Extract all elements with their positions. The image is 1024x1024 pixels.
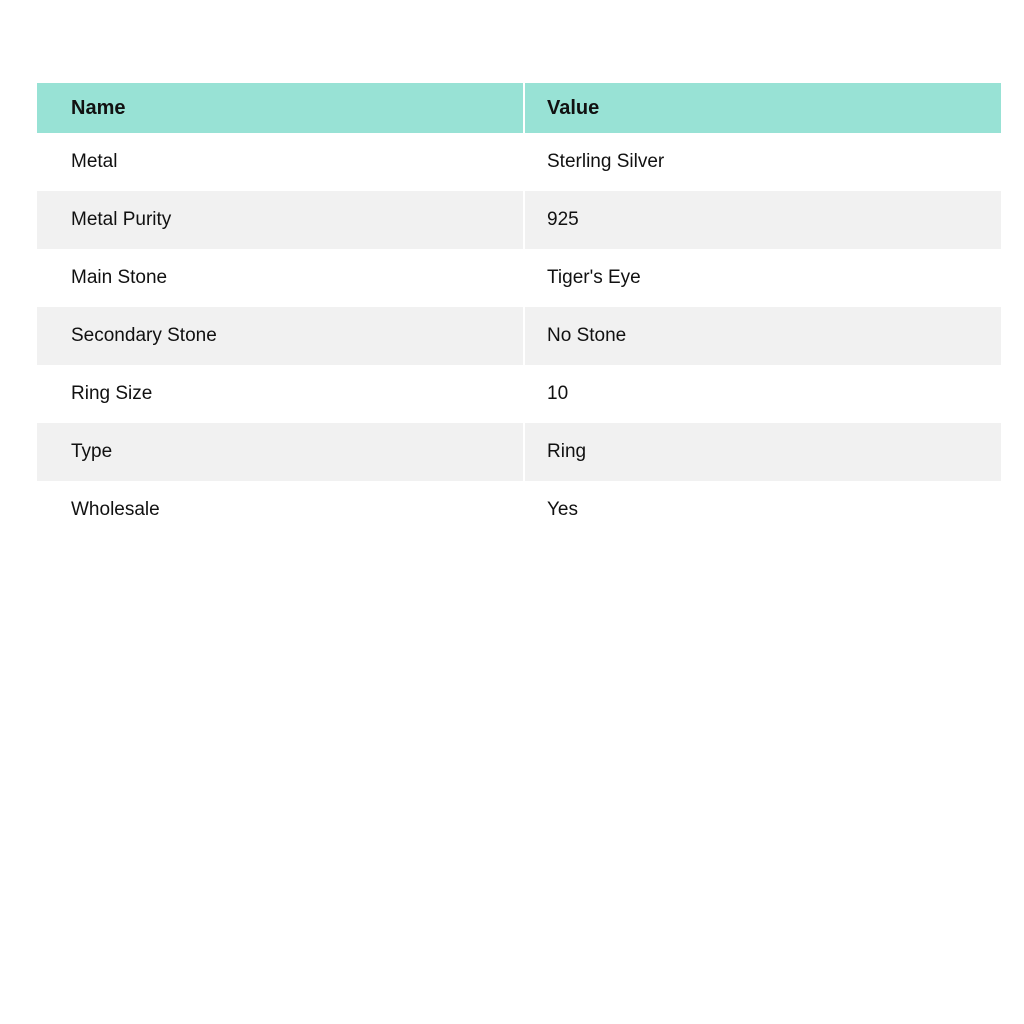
attribute-value: 10: [524, 365, 1001, 423]
table-row: [37, 133, 1001, 191]
attribute-name: Type: [37, 423, 524, 481]
attribute-value: Tiger's Eye: [524, 249, 1001, 307]
column-header-name: Name: [37, 83, 524, 133]
attribute-value: Sterling Silver: [524, 133, 1001, 191]
table-row: [37, 307, 1001, 365]
table-row: [37, 191, 1001, 249]
attribute-name: Wholesale: [37, 481, 524, 539]
attribute-value: No Stone: [524, 307, 1001, 365]
table-row: [37, 365, 1001, 423]
table-row: [37, 249, 1001, 307]
attribute-name: Ring Size: [37, 365, 524, 423]
spec-table: [37, 83, 1001, 539]
attribute-name: Secondary Stone: [37, 307, 524, 365]
column-header-value: Value: [524, 83, 1001, 133]
attribute-value: Ring: [524, 423, 1001, 481]
table-row: [37, 423, 1001, 481]
attribute-name: Main Stone: [37, 249, 524, 307]
attribute-name: Metal Purity: [37, 191, 524, 249]
attribute-name: Metal: [37, 133, 524, 191]
attribute-value: Yes: [524, 481, 1001, 539]
product-spec-table: [37, 83, 1001, 539]
table-row: [37, 481, 1001, 539]
attribute-value: 925: [524, 191, 1001, 249]
table-header-row: [37, 83, 1001, 133]
